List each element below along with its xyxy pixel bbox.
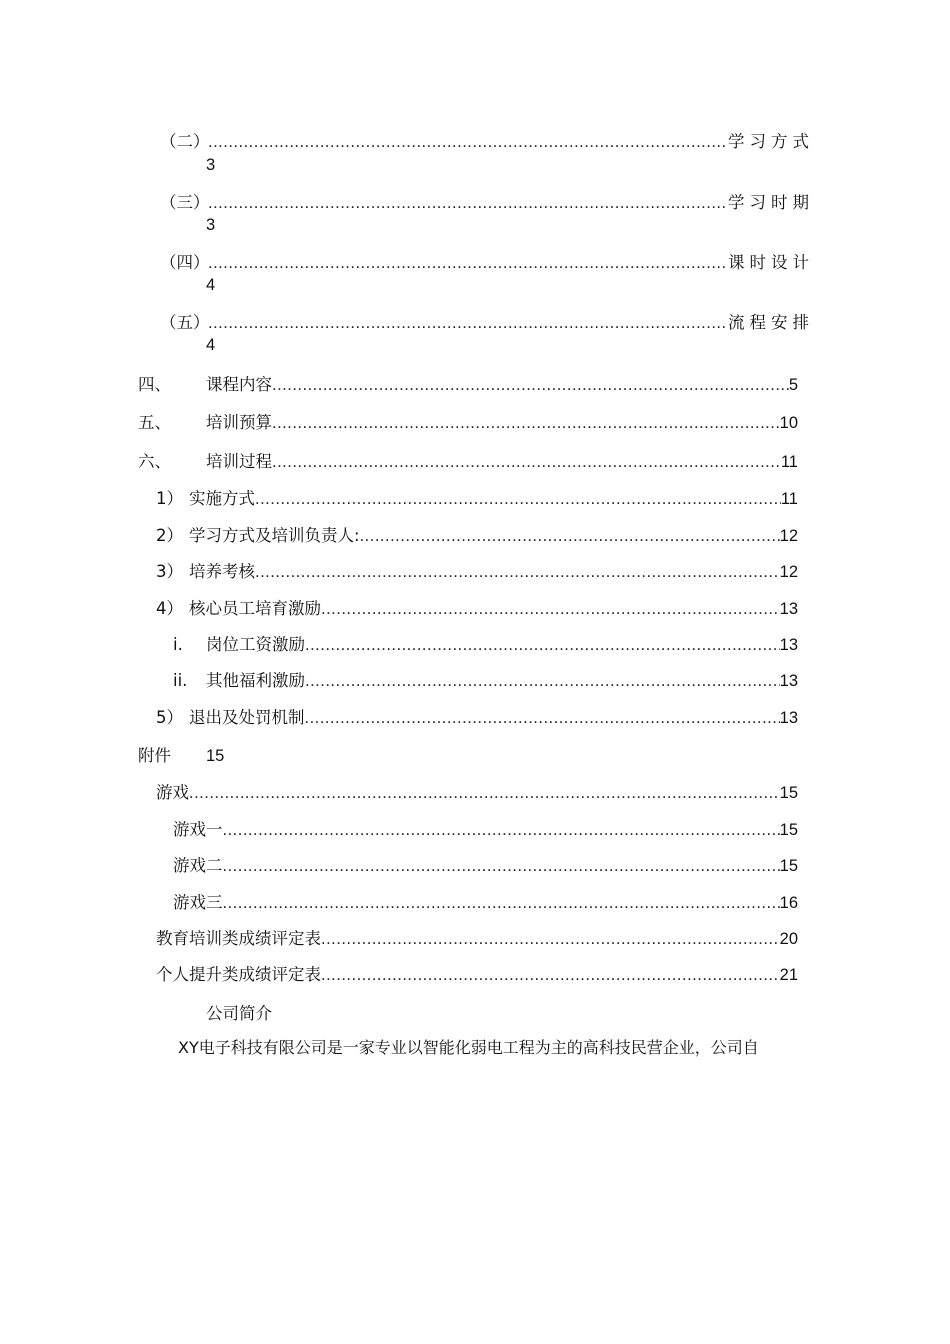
toc-entry[interactable]: [160, 191, 814, 215]
toc-leader-dots: [360, 524, 780, 548]
toc-leader-dots: [272, 450, 781, 474]
toc-entry-title: 游戏一: [173, 820, 223, 839]
toc-entry[interactable]: [156, 706, 798, 730]
toc-entry-title: 实施方式: [189, 489, 255, 508]
toc-leader-dots: [223, 891, 780, 915]
toc-leader-dots: [208, 311, 728, 335]
toc-entry-page: 15: [779, 857, 798, 875]
toc-entry-title: 核心员工培育激励: [189, 599, 321, 618]
toc-entry-title: 游戏: [156, 783, 189, 802]
toc-entry-title: 退出及处罚机制: [189, 708, 305, 727]
toc-entry[interactable]: [156, 487, 798, 511]
toc-section[interactable]: [138, 411, 798, 435]
toc-entry-page: 12: [779, 563, 798, 581]
toc-leader-dots: [272, 373, 789, 397]
toc-leader-dots: [208, 130, 728, 154]
toc-section-page: 11: [780, 453, 798, 471]
toc-appendix[interactable]: [138, 744, 338, 768]
toc-section-title: 培训过程: [206, 452, 272, 471]
toc-entry-title: 游戏三: [173, 893, 223, 912]
toc-leader-dots: [223, 854, 780, 878]
toc-section-number: 四、: [138, 375, 171, 394]
toc-entry-number: 2）: [156, 526, 183, 545]
toc-entry-page: 13: [779, 636, 798, 654]
toc-entry[interactable]: [173, 633, 798, 657]
toc-entry-number: （四）: [160, 253, 210, 272]
toc-section-page: 10: [779, 414, 798, 432]
toc-entry-title: 课时设计: [728, 253, 814, 272]
toc-section-page: 5: [788, 376, 798, 394]
toc-entry[interactable]: [173, 669, 798, 693]
toc-entry-page: 4: [206, 336, 216, 354]
toc-leader-dots: [255, 560, 780, 584]
toc-appendix-page: 15: [206, 747, 225, 765]
toc-entry-number: （二）: [160, 132, 210, 151]
toc-entry[interactable]: [156, 781, 798, 805]
toc-section-title: 培训预算: [206, 413, 272, 432]
toc-leader-dots: [208, 191, 728, 215]
toc-entry-page: 13: [779, 672, 798, 690]
toc-entry-page: 20: [779, 930, 798, 948]
toc-entry-page: 3: [206, 216, 216, 234]
toc-entry-number: ii.: [173, 671, 188, 690]
toc-appendix-title: 附件: [138, 746, 171, 765]
toc-entry[interactable]: [156, 597, 798, 621]
body-paragraph: XY电子科技有限公司是一家专业以智能化弱电工程为主的高科技民营企业，公司自: [178, 1038, 759, 1057]
toc-entry-page: 15: [779, 784, 798, 802]
toc-leader-dots: [321, 927, 780, 951]
toc-section-number: 五、: [138, 413, 171, 432]
toc-entry-title: 培养考核: [189, 562, 255, 581]
toc-entry-title: 个人提升类成绩评定表: [156, 965, 321, 984]
toc-entry-number: 4）: [156, 599, 183, 618]
toc-entry-title: 岗位工资激励: [206, 635, 305, 654]
toc-entry[interactable]: [160, 311, 814, 335]
toc-section-title: 课程内容: [206, 375, 272, 394]
toc-entry[interactable]: [160, 130, 814, 154]
toc-entry[interactable]: [160, 251, 814, 275]
toc-leader-dots: [305, 669, 780, 693]
toc-leader-dots: [189, 781, 780, 805]
section-heading: 公司简介: [206, 1004, 272, 1023]
toc-entry[interactable]: [156, 560, 798, 584]
toc-entry[interactable]: [156, 963, 798, 987]
toc-entry-title: 学习方式: [728, 132, 814, 151]
toc-leader-dots: [305, 633, 780, 657]
toc-entry[interactable]: [173, 891, 798, 915]
toc-entry-number: （五）: [160, 313, 210, 332]
toc-leader-dots: [321, 963, 780, 987]
toc-entry-page: 13: [779, 600, 798, 618]
toc-entry-number: （三）: [160, 193, 210, 212]
toc-entry[interactable]: [156, 524, 798, 548]
toc-entry-page: 4: [206, 276, 216, 294]
toc-entry-page: 11: [780, 490, 798, 508]
toc-leader-dots: [255, 487, 781, 511]
toc-entry-page: 15: [779, 821, 798, 839]
toc-entry-page: 13: [779, 709, 798, 727]
toc-entry[interactable]: [173, 854, 798, 878]
toc-entry-title: 游戏二: [173, 856, 223, 875]
toc-entry-page: 12: [779, 527, 798, 545]
toc-entry-number: i.: [173, 635, 183, 654]
toc-leader-dots: [321, 597, 780, 621]
toc-entry-number: 5）: [156, 708, 183, 727]
toc-leader-dots: [272, 411, 780, 435]
toc-section-number: 六、: [138, 452, 171, 471]
toc-entry-title: 流程安排: [728, 313, 814, 332]
toc-entry-number: 1）: [156, 489, 183, 508]
toc-entry-title: 教育培训类成绩评定表: [156, 929, 321, 948]
toc-entry-title: 其他福利激励: [206, 671, 305, 690]
toc-leader-dots: [305, 706, 780, 730]
toc-entry-number: 3）: [156, 562, 183, 581]
toc-leader-dots: [208, 251, 728, 275]
toc-entry-title: 学习时期: [728, 193, 814, 212]
toc-entry-title: 学习方式及培训负责人:: [189, 526, 360, 545]
toc-section[interactable]: [138, 450, 798, 474]
toc-entry-page: 3: [206, 156, 216, 174]
toc-section[interactable]: [138, 373, 798, 397]
toc-entry-page: 16: [779, 894, 798, 912]
toc-entry[interactable]: [173, 818, 798, 842]
toc-leader-dots: [223, 818, 780, 842]
toc-entry-page: 21: [779, 966, 798, 984]
toc-entry[interactable]: [156, 927, 798, 951]
